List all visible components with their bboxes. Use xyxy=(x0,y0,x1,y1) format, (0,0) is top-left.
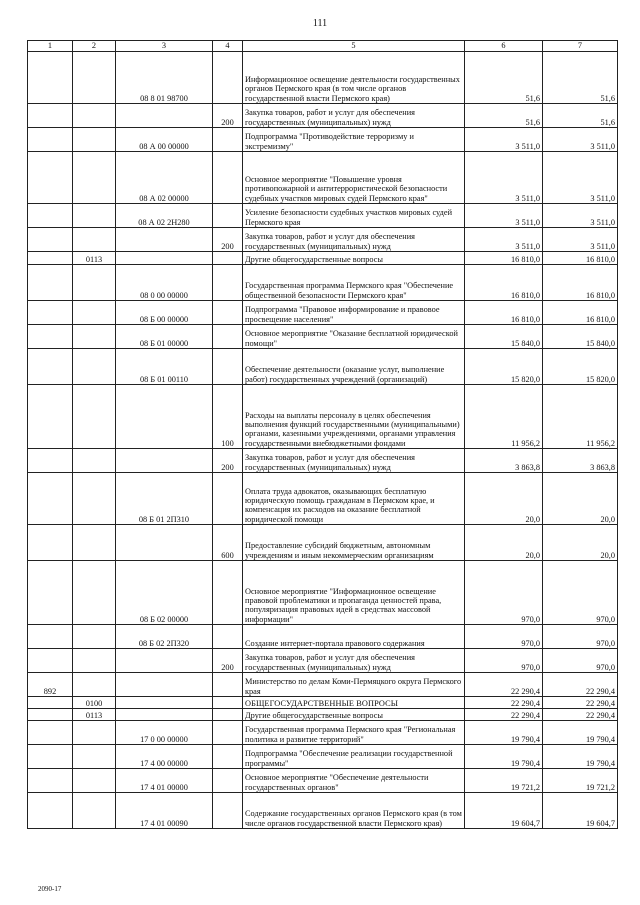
cell-amount: 19 790,4 xyxy=(465,721,543,745)
cell-target-article xyxy=(116,228,213,252)
cell-target-article: 17 4 00 00000 xyxy=(116,745,213,769)
table-row xyxy=(28,128,618,152)
cell-target-article: 08 Б 01 00000 xyxy=(116,325,213,349)
cell-name: Государственная программа Пермского края "Обеспечение общественной безопасности Пермского края" xyxy=(243,265,465,301)
cell-amount-total: 11 956,2 xyxy=(543,385,618,449)
column-header: 2 xyxy=(73,41,116,52)
cell-section xyxy=(73,673,116,697)
table-row xyxy=(28,721,618,745)
cell-name: Создание интернет-портала правового содержания xyxy=(243,625,465,649)
table-row xyxy=(28,204,618,228)
cell-expense-type xyxy=(213,349,243,385)
table-row xyxy=(28,152,618,204)
cell-section xyxy=(73,325,116,349)
table-row xyxy=(28,673,618,697)
table-row xyxy=(28,385,618,449)
cell-expense-type xyxy=(213,265,243,301)
cell-section xyxy=(73,561,116,625)
cell-amount: 11 956,2 xyxy=(465,385,543,449)
cell-target-article: 08 Б 02 00000 xyxy=(116,561,213,625)
cell-amount-total: 19 790,4 xyxy=(543,721,618,745)
cell-chapter xyxy=(28,721,73,745)
cell-name: Другие общегосударственные вопросы xyxy=(243,252,465,265)
table-row xyxy=(28,473,618,525)
cell-section xyxy=(73,349,116,385)
cell-amount-total: 19 721,2 xyxy=(543,769,618,793)
cell-expense-type: 200 xyxy=(213,228,243,252)
cell-chapter xyxy=(28,104,73,128)
cell-target-article: 08 8 01 98700 xyxy=(116,52,213,104)
cell-amount: 3 511,0 xyxy=(465,152,543,204)
cell-expense-type xyxy=(213,128,243,152)
cell-name: Содержание государственных органов Пермского края (в том числе органов государственной власти Пермского края) xyxy=(243,793,465,829)
cell-amount-total: 22 290,4 xyxy=(543,709,618,721)
cell-amount-total: 3 511,0 xyxy=(543,228,618,252)
cell-chapter xyxy=(28,561,73,625)
table-row xyxy=(28,709,618,721)
cell-amount-total: 15 840,0 xyxy=(543,325,618,349)
table-row xyxy=(28,649,618,673)
cell-expense-type: 600 xyxy=(213,525,243,561)
cell-section xyxy=(73,104,116,128)
cell-name: Министерство по делам Коми-Пермяцкого округа Пермского края xyxy=(243,673,465,697)
cell-amount: 20,0 xyxy=(465,473,543,525)
cell-amount: 22 290,4 xyxy=(465,673,543,697)
cell-expense-type xyxy=(213,745,243,769)
cell-amount: 970,0 xyxy=(465,625,543,649)
cell-target-article xyxy=(116,449,213,473)
cell-name: Подпрограмма "Правовое информирование и правовое просвещение населения" xyxy=(243,301,465,325)
cell-amount: 51,6 xyxy=(465,52,543,104)
cell-amount-total: 22 290,4 xyxy=(543,697,618,709)
cell-name: Другие общегосударственные вопросы xyxy=(243,709,465,721)
table-row xyxy=(28,252,618,265)
cell-name: ОБЩЕГОСУДАРСТВЕННЫЕ ВОПРОСЫ xyxy=(243,697,465,709)
cell-amount-total: 3 863,8 xyxy=(543,449,618,473)
document-code: 2090-17 xyxy=(38,885,62,893)
cell-amount-total: 51,6 xyxy=(543,52,618,104)
cell-section xyxy=(73,793,116,829)
cell-amount: 19 604,7 xyxy=(465,793,543,829)
cell-target-article xyxy=(116,385,213,449)
cell-chapter xyxy=(28,228,73,252)
cell-expense-type xyxy=(213,769,243,793)
cell-target-article xyxy=(116,525,213,561)
cell-chapter xyxy=(28,793,73,829)
cell-target-article xyxy=(116,673,213,697)
cell-chapter xyxy=(28,301,73,325)
cell-chapter xyxy=(28,449,73,473)
cell-expense-type xyxy=(213,625,243,649)
cell-amount: 16 810,0 xyxy=(465,252,543,265)
cell-amount: 22 290,4 xyxy=(465,709,543,721)
table-row xyxy=(28,228,618,252)
column-header: 1 xyxy=(28,41,73,52)
cell-amount: 970,0 xyxy=(465,649,543,673)
cell-amount: 970,0 xyxy=(465,561,543,625)
table-row xyxy=(28,265,618,301)
cell-target-article xyxy=(116,697,213,709)
cell-section: 0113 xyxy=(73,709,116,721)
cell-section xyxy=(73,265,116,301)
cell-target-article: 08 А 02 2Н280 xyxy=(116,204,213,228)
cell-section: 0113 xyxy=(73,252,116,265)
cell-name: Предоставление субсидий бюджетным, автономным учреждениям и иным некоммерческим организациям xyxy=(243,525,465,561)
cell-amount-total: 19 790,4 xyxy=(543,745,618,769)
cell-amount-total: 970,0 xyxy=(543,625,618,649)
cell-target-article: 08 А 02 00000 xyxy=(116,152,213,204)
cell-amount-total: 16 810,0 xyxy=(543,301,618,325)
cell-section xyxy=(73,625,116,649)
cell-chapter xyxy=(28,128,73,152)
cell-section xyxy=(73,449,116,473)
table-row xyxy=(28,793,618,829)
cell-amount: 3 511,0 xyxy=(465,128,543,152)
column-header: 6 xyxy=(465,41,543,52)
cell-chapter xyxy=(28,745,73,769)
cell-name: Информационное освещение деятельности государственных органов Пермского края (в том числе органов государственной власти Пермского края) xyxy=(243,52,465,104)
cell-expense-type xyxy=(213,301,243,325)
cell-expense-type xyxy=(213,673,243,697)
cell-section xyxy=(73,301,116,325)
cell-name: Основное мероприятие "Информационное освещение правовой проблематики и пропаганда ценностей права, популяризация правовых идей в средствах массовой информации" xyxy=(243,561,465,625)
table-row xyxy=(28,525,618,561)
cell-amount-total: 3 511,0 xyxy=(543,152,618,204)
cell-expense-type xyxy=(213,252,243,265)
table-row xyxy=(28,349,618,385)
table-row xyxy=(28,745,618,769)
cell-amount-total: 970,0 xyxy=(543,561,618,625)
cell-section xyxy=(73,769,116,793)
column-header: 4 xyxy=(213,41,243,52)
cell-name: Усиление безопасности судебных участков мировых судей Пермского края xyxy=(243,204,465,228)
cell-chapter xyxy=(28,625,73,649)
cell-amount-total: 3 511,0 xyxy=(543,204,618,228)
cell-target-article: 08 А 00 00000 xyxy=(116,128,213,152)
cell-amount: 3 511,0 xyxy=(465,204,543,228)
cell-section xyxy=(73,152,116,204)
cell-chapter xyxy=(28,252,73,265)
cell-chapter xyxy=(28,325,73,349)
cell-section xyxy=(73,52,116,104)
cell-amount-total: 15 820,0 xyxy=(543,349,618,385)
table-row xyxy=(28,769,618,793)
cell-name: Закупка товаров, работ и услуг для обеспечения государственных (муниципальных) нужд xyxy=(243,649,465,673)
table-row xyxy=(28,301,618,325)
cell-amount-total: 22 290,4 xyxy=(543,673,618,697)
cell-section xyxy=(73,228,116,252)
cell-section xyxy=(73,525,116,561)
cell-amount: 22 290,4 xyxy=(465,697,543,709)
cell-expense-type xyxy=(213,561,243,625)
cell-expense-type: 200 xyxy=(213,104,243,128)
cell-chapter xyxy=(28,349,73,385)
cell-chapter xyxy=(28,473,73,525)
header-row xyxy=(28,41,618,52)
table-row xyxy=(28,561,618,625)
cell-expense-type: 100 xyxy=(213,385,243,449)
cell-target-article xyxy=(116,709,213,721)
cell-chapter: 892 xyxy=(28,673,73,697)
cell-section xyxy=(73,128,116,152)
cell-chapter xyxy=(28,769,73,793)
table-row xyxy=(28,52,618,104)
cell-amount: 51,6 xyxy=(465,104,543,128)
cell-name: Расходы на выплаты персоналу в целях обеспечения выполнения функций государственными (муниципальными) органами, казенными учреждениями, органами управления государственными внебюджетными фондами xyxy=(243,385,465,449)
table-row xyxy=(28,625,618,649)
cell-target-article: 08 0 00 00000 xyxy=(116,265,213,301)
cell-chapter xyxy=(28,52,73,104)
cell-expense-type xyxy=(213,721,243,745)
cell-amount-total: 16 810,0 xyxy=(543,252,618,265)
cell-target-article: 17 4 01 00090 xyxy=(116,793,213,829)
table-row xyxy=(28,449,618,473)
cell-expense-type xyxy=(213,793,243,829)
cell-section xyxy=(73,204,116,228)
table-body xyxy=(28,52,618,829)
cell-expense-type xyxy=(213,52,243,104)
cell-amount-total: 970,0 xyxy=(543,649,618,673)
cell-name: Основное мероприятие "Обеспечение деятельности государственных органов" xyxy=(243,769,465,793)
cell-chapter xyxy=(28,385,73,449)
cell-chapter xyxy=(28,697,73,709)
cell-amount: 15 820,0 xyxy=(465,349,543,385)
cell-expense-type xyxy=(213,473,243,525)
cell-chapter xyxy=(28,265,73,301)
cell-amount: 3 511,0 xyxy=(465,228,543,252)
cell-section xyxy=(73,473,116,525)
cell-amount-total: 19 604,7 xyxy=(543,793,618,829)
cell-amount: 19 790,4 xyxy=(465,745,543,769)
cell-chapter xyxy=(28,204,73,228)
cell-expense-type: 200 xyxy=(213,449,243,473)
cell-amount-total: 3 511,0 xyxy=(543,128,618,152)
cell-amount-total: 20,0 xyxy=(543,525,618,561)
cell-name: Основное мероприятие "Оказание бесплатной юридической помощи" xyxy=(243,325,465,349)
cell-name: Подпрограмма "Обеспечение реализации государственной программы" xyxy=(243,745,465,769)
cell-amount: 19 721,2 xyxy=(465,769,543,793)
cell-expense-type xyxy=(213,152,243,204)
cell-amount: 20,0 xyxy=(465,525,543,561)
cell-name: Государственная программа Пермского края "Региональная политика и развитие территорий" xyxy=(243,721,465,745)
column-header: 5 xyxy=(243,41,465,52)
cell-target-article: 08 Б 01 2П310 xyxy=(116,473,213,525)
cell-chapter xyxy=(28,709,73,721)
cell-chapter xyxy=(28,649,73,673)
cell-expense-type xyxy=(213,204,243,228)
cell-target-article: 08 Б 01 00110 xyxy=(116,349,213,385)
cell-expense-type xyxy=(213,709,243,721)
column-header: 7 xyxy=(543,41,618,52)
cell-section xyxy=(73,385,116,449)
cell-target-article xyxy=(116,252,213,265)
cell-section xyxy=(73,745,116,769)
cell-name: Закупка товаров, работ и услуг для обеспечения государственных (муниципальных) нужд xyxy=(243,228,465,252)
cell-amount: 15 840,0 xyxy=(465,325,543,349)
cell-name: Подпрограмма "Противодействие терроризму и экстремизму" xyxy=(243,128,465,152)
cell-target-article: 08 Б 00 00000 xyxy=(116,301,213,325)
table-row xyxy=(28,104,618,128)
cell-target-article xyxy=(116,104,213,128)
cell-target-article: 17 4 01 00000 xyxy=(116,769,213,793)
table-row xyxy=(28,325,618,349)
cell-target-article xyxy=(116,649,213,673)
cell-amount: 16 810,0 xyxy=(465,265,543,301)
cell-amount: 16 810,0 xyxy=(465,301,543,325)
cell-amount: 3 863,8 xyxy=(465,449,543,473)
cell-section: 0100 xyxy=(73,697,116,709)
budget-table xyxy=(27,40,618,829)
cell-amount-total: 16 810,0 xyxy=(543,265,618,301)
cell-name: Обеспечение деятельности (оказание услуг, выполнение работ) государственных учреждений (организаций) xyxy=(243,349,465,385)
cell-section xyxy=(73,721,116,745)
cell-chapter xyxy=(28,152,73,204)
cell-expense-type xyxy=(213,325,243,349)
column-header: 3 xyxy=(116,41,213,52)
cell-target-article: 17 0 00 00000 xyxy=(116,721,213,745)
page-number: 111 xyxy=(312,18,328,29)
table-row xyxy=(28,697,618,709)
cell-amount-total: 20,0 xyxy=(543,473,618,525)
cell-expense-type: 200 xyxy=(213,649,243,673)
cell-name: Оплата труда адвокатов, оказывающих бесплатную юридическую помощь гражданам в Пермском крае, и компенсация их расходов на оказание бесплатной юридической помощи xyxy=(243,473,465,525)
cell-target-article: 08 Б 02 2П320 xyxy=(116,625,213,649)
cell-section xyxy=(73,649,116,673)
cell-expense-type xyxy=(213,697,243,709)
cell-chapter xyxy=(28,525,73,561)
cell-amount-total: 51,6 xyxy=(543,104,618,128)
cell-name: Основное мероприятие "Повышение уровня противопожарной и антитеррористической безопасности судебных участков мировых судей Пермского края" xyxy=(243,152,465,204)
cell-name: Закупка товаров, работ и услуг для обеспечения государственных (муниципальных) нужд xyxy=(243,449,465,473)
cell-name: Закупка товаров, работ и услуг для обеспечения государственных (муниципальных) нужд xyxy=(243,104,465,128)
